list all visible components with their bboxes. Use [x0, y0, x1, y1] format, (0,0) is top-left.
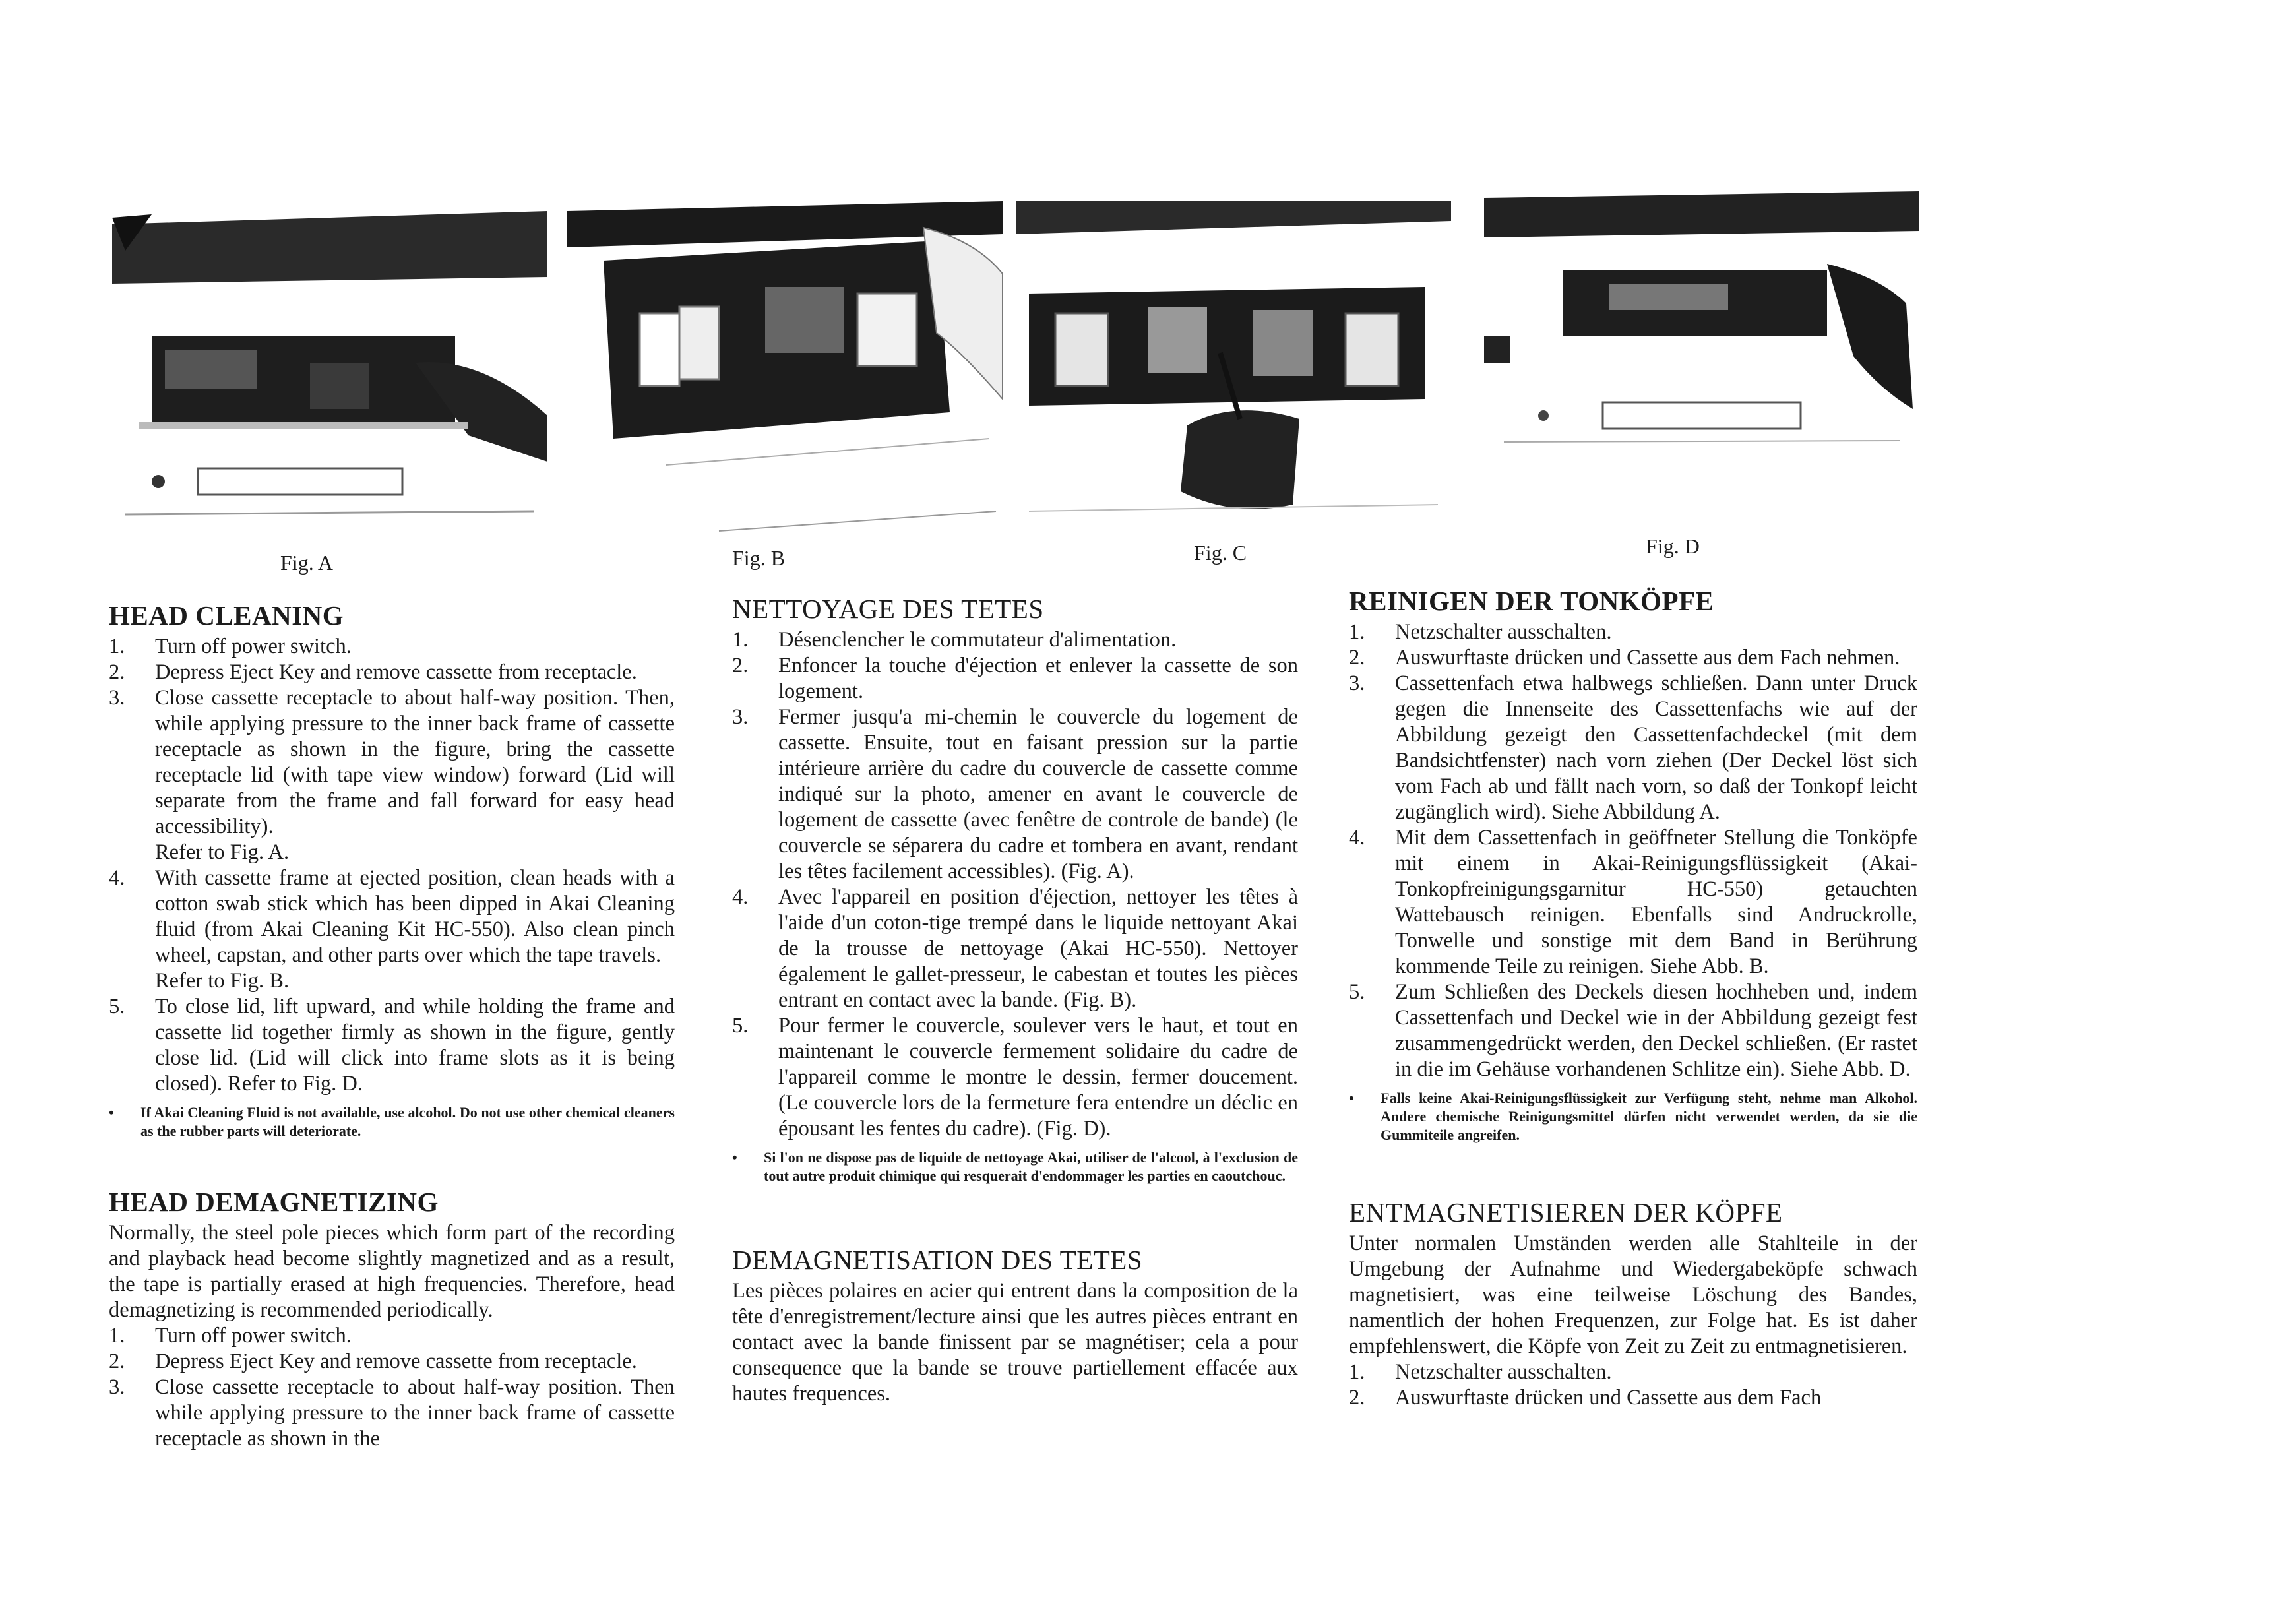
german-column	[1349, 586, 1917, 1411]
entmagnetisieren-steps	[1349, 1359, 1917, 1411]
list-item: 2. Depress Eject Key and remove cassette from receptacle.	[109, 660, 637, 685]
cleaning-fluid-note: • If Akai Cleaning Fluid is not available, use alcohol. Do not use other chemical cleaners as the rubber parts will deteriorate.	[109, 1104, 675, 1140]
reinigen-steps	[1349, 619, 1917, 1082]
figure-d-caption: Fig. D	[1646, 534, 1700, 558]
list-item: 4. Mit dem Cassettenfach in geöffneter Stellung die Tonköpfe mit einem in Akai-Reinigungsflüssigkeit (Akai-Tonkopfreinigungsgarnitur HC-550) getauchten Wattebausch reinigen. Ebenfalls sind Andruckrolle, Tonwelle und sonstige mit dem Band in Berührung kommende Teile zu reinigen. Siehe Abb. B.	[1349, 826, 1917, 979]
figure-reference: Refer to Fig. B.	[155, 969, 290, 993]
nettoyage-title: NETTOYAGE DES TETES	[732, 594, 1044, 624]
head-demag-title: HEAD DEMAGNETIZING	[109, 1187, 439, 1218]
list-item: 2. Auswurftaste drücken und Cassette aus dem Fach nehmen.	[1349, 646, 1900, 670]
list-item: 5. Pour fermer le couvercle, soulever vers le haut, et tout en maintenant le couvercle fermement solidaire du cadre de l'appareil comme le montre le dessin, fermer doucement. (Le couvercle lors de la fermeture fera entendre un déclic en épousant les fentes du cadre). (Fig. D).	[732, 1014, 1298, 1141]
list-item: 5. To close lid, lift upward, and while holding the frame and cassette lid together firmly as shown in the figure, gently close lid. (Lid will click into frame slots as it is being closed). Refer to Fig. D.	[109, 995, 675, 1096]
head-cleaning-title: HEAD CLEANING	[109, 600, 344, 631]
list-item: 1. Désenclencher le commutateur d'alimentation.	[732, 628, 1177, 652]
list-item: 3. Cassettenfach etwa halbwegs schließen. Dann unter Druck gegen die Innenseite des Cassettenfachs wie auf der Abbildung gezeigt den Cassettenfachdeckel (mit dem Bandsichtfenster) nach vorn ziehen (Der Deckel löst sich vom Fach ab und fällt nach vorn, so daß der Tonkopf leicht zugänglich wird). Siehe Abbildung A.	[1349, 671, 1917, 825]
figure-d-photo	[1484, 191, 1919, 455]
reinigen-title: REINIGEN DER TONKÖPFE	[1349, 586, 1714, 616]
list-item: 2. Enfoncer la touche d'éjection et enlever la cassette de son logement.	[732, 654, 1298, 704]
head-demag-steps	[109, 1323, 675, 1452]
reinigungsfluessigkeit-note: • Falls keine Akai-Reinigungsflüssigkeit zur Verfügung steht, nehme man Alkohol. Andere chemische Reinigungsmittel dürfen nicht verwendet werden, da sie die Gummiteile angreifen.	[1349, 1090, 1917, 1144]
list-item: 3. Close cassette receptacle to about half-way position. Then while applying pressure to the inner back frame of cassette receptacle as shown in the	[109, 1375, 675, 1451]
figure-b-caption: Fig. B	[732, 546, 786, 570]
figure-a-caption: Fig. A	[280, 551, 334, 575]
entmagnetisieren-intro: Unter normalen Umständen werden alle Stahlteile in der Umgebung der Aufnahme und Wiedergabeköpfe schwach magnetisiert, was eine teilweise Löschung des Bandes, namentlich der hohen Frequenzen, zur Folge hat. Es ist daher empfehlenswert, die Köpfe von Zeit zu Zeit zu entmagnetisieren.	[1349, 1231, 1917, 1359]
demagnetisation-intro: Les pièces polaires en acier qui entrent dans la composition de la tête d'enregistrement/lecture ainsi que les autres pièces entrant en contact avec la bande finissent par se magnétiser; cela a pour consequence que la bande se trouve partiellement effacée aux hautes frequences.	[732, 1279, 1298, 1406]
figure-a-photo	[112, 198, 547, 528]
english-column	[109, 600, 675, 1452]
figure-reference: Refer to Fig. A.	[155, 840, 290, 865]
head-cleaning-steps	[109, 634, 675, 1097]
list-item: 5. Zum Schließen des Deckels diesen hochheben und, indem Cassettenfach und Deckel wie in der Abbildung gezeigt fest zusammengedrückt werden, den Deckel schließen. (Er rastet in die im Gehäuse vorhandenen Schlitze ein). Siehe Abb. D.	[1349, 980, 1917, 1082]
list-item: 4. Avec l'appareil en position d'éjection, nettoyer les têtes à l'aide d'un coton-tige trempé dans le liquide nettoyant Akai de la trousse de nettoyage (Akai HC-550). Nettoyer également le gallet-presseur, le cabestan et toutes les pièces entrant en contact avec la bande. (Fig. B).	[732, 885, 1298, 1012]
figure-c-caption: Fig. C	[1194, 541, 1247, 565]
liquide-note: • Si l'on ne dispose pas de liquide de nettoyage Akai, utiliser de l'alcool, à l'exclusion de tout autre produit chimique qui resquerait d'endommager les parties en caoutchouc.	[732, 1149, 1298, 1185]
list-item: 2. Auswurftaste drücken und Cassette aus dem Fach	[1349, 1386, 1822, 1410]
list-item: 1. Netzschalter ausschalten.	[1349, 620, 1612, 644]
list-item: 1. Netzschalter ausschalten.	[1349, 1360, 1612, 1385]
list-item: 3. Close cassette receptacle to about half-way position. Then, while applying pressure to the inner back frame of cassette receptacle as shown in the figure, bring the cassette receptacle lid (with tape view window) forward (Lid will separate from the frame and fall forward for easy head accessibility). Refer to Fig. A.	[109, 686, 675, 865]
list-item: 3. Fermer jusqu'a mi-chemin le couvercle du logement de cassette. Ensuite, tout en faisant pression sur la partie intérieure arrière du cadre du couvercle de cassette comme indiqué sur la photo, amener en avant le couvercle de logement de cassette (avec fenêtre de controle de bande) (le couvercle se séparera du cadre et tombera en avant, rendant les têtes facilement accessibles). (Fig. A).	[732, 705, 1298, 884]
list-item: 2. Depress Eject Key and remove cassette from receptacle.	[109, 1350, 637, 1374]
figure-c-photo	[1016, 201, 1451, 531]
nettoyage-steps	[732, 627, 1298, 1142]
entmagnetisieren-title: ENTMAGNETISIEREN DER KÖPFE	[1349, 1197, 1783, 1228]
list-item: 4. With cassette frame at ejected position, clean heads with a cotton swab stick which has been dipped in Akai Cleaning fluid (from Akai Cleaning Kit HC-550). Also clean pinch wheel, capstan, and other parts over which the tape travels. Refer to Fig. B.	[109, 866, 675, 993]
list-item: 1. Turn off power switch.	[109, 635, 352, 659]
head-demag-intro: Normally, the steel pole pieces which form part of the recording and playback head become slightly magnetized and as a result, the tape is partially erased at high frequencies. Therefore, head demagnetizing is recommended periodically.	[109, 1221, 675, 1323]
demagnetisation-title: DEMAGNETISATION DES TETES	[732, 1245, 1143, 1276]
french-column	[732, 594, 1298, 1407]
figure-b-photo	[567, 201, 1003, 538]
list-item: 1. Turn off power switch.	[109, 1324, 352, 1348]
